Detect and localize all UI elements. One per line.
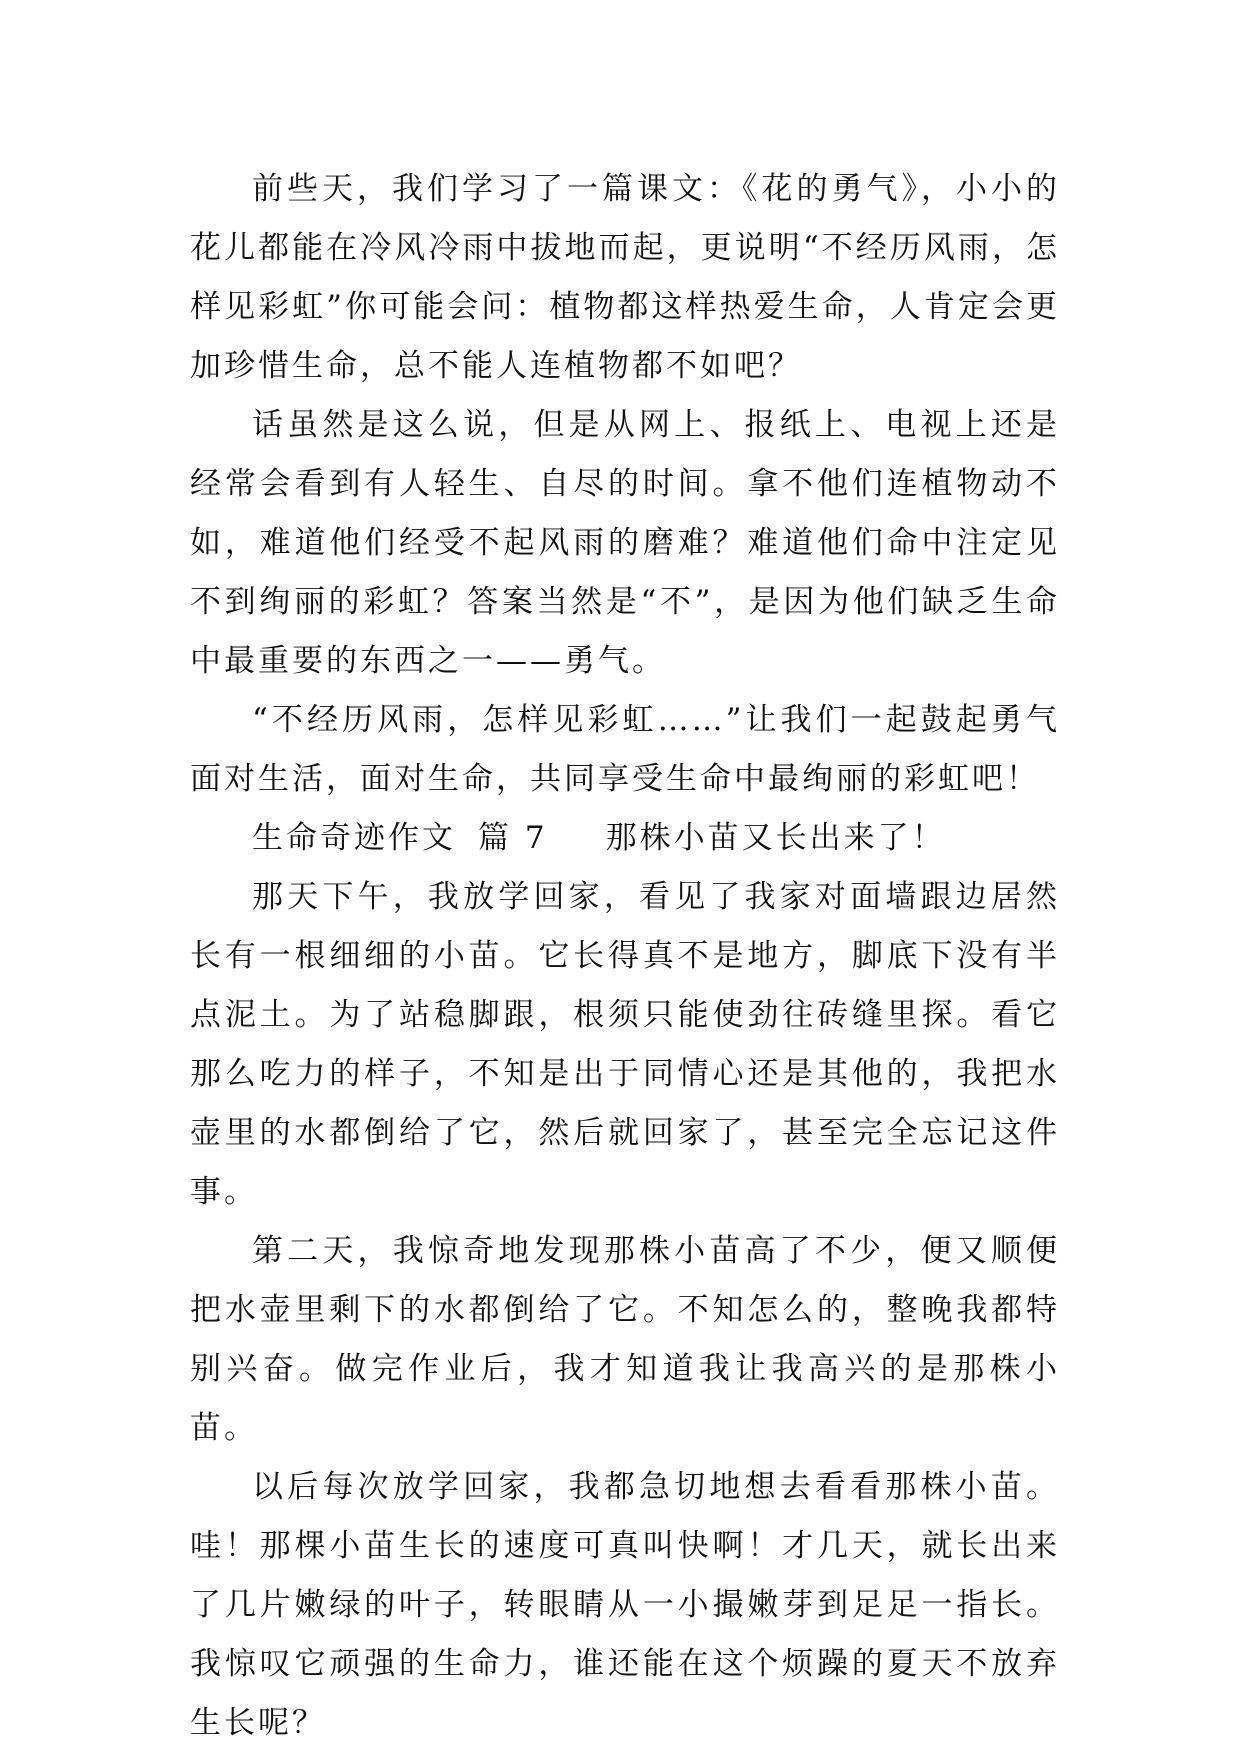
paragraph-second-day: 第二天，我惊奇地发现那株小苗高了不少，便又顺便把水壶里剩下的水都倒给了它。不知怎么的，整晚我都特别兴奋。做完作业后，我才知道我让我高兴的是那株小苗。: [190, 1233, 1060, 1446]
heading-number: 篇 7: [478, 820, 548, 856]
paragraph-first-day: 那天下午，我放学回家，看见了我家对面墙跟边居然长有一根细细的小苗。它长得真不是地方，脚底下没有半点泥土。为了站稳脚跟，根须只能使劲往砖缝里探。看它那么吃力的样子，不知是出于同情心还是其他的，我把水壶里的水都倒给了它，然后就回家了，甚至完全忘记这件事。: [190, 879, 1060, 1210]
paragraph-flower-courage: 前些天，我们学习了一篇课文：《花的勇气》，小小的花儿都能在冷风冷雨中拔地而起，更说明“不经历风雨，怎样见彩虹”你可能会问：植物都这样热爱生命，人肯定会更加珍惜生命，总不能人连植物都不如吧？: [190, 171, 1060, 384]
paragraph-growth: 以后每次放学回家，我都急切地想去看看那株小苗。哇！那棵小苗生长的速度可真叫快啊！才几天，就长出来了几片嫩绿的叶子，转眼睛从一小撮嫩芽到足足一指长。我惊叹它顽强的生命力，谁还能在这个烦躁的夏天不放弃生长呢？: [190, 1469, 1060, 1741]
document-page: [190, 160, 1060, 1753]
paragraph-rainbow: “不经历风雨，怎样见彩虹……”让我们一起鼓起勇气面对生活，面对生命，共同享受生命中最绚丽的彩虹吧！: [190, 702, 1060, 797]
heading-title: 那株小苗又长出来了！: [605, 820, 946, 856]
section-heading: [190, 809, 1060, 868]
heading-series: 生命奇迹作文: [252, 820, 456, 856]
paragraph-courage-lacking: 话虽然是这么说，但是从网上、报纸上、电视上还是经常会看到有人轻生、自尽的时间。拿不他们连植物动不如，难道他们经受不起风雨的磨难？难道他们命中注定见不到绚丽的彩虹？答案当然是“不”，是因为他们缺乏生命中最重要的东西之一——勇气。: [190, 407, 1060, 679]
